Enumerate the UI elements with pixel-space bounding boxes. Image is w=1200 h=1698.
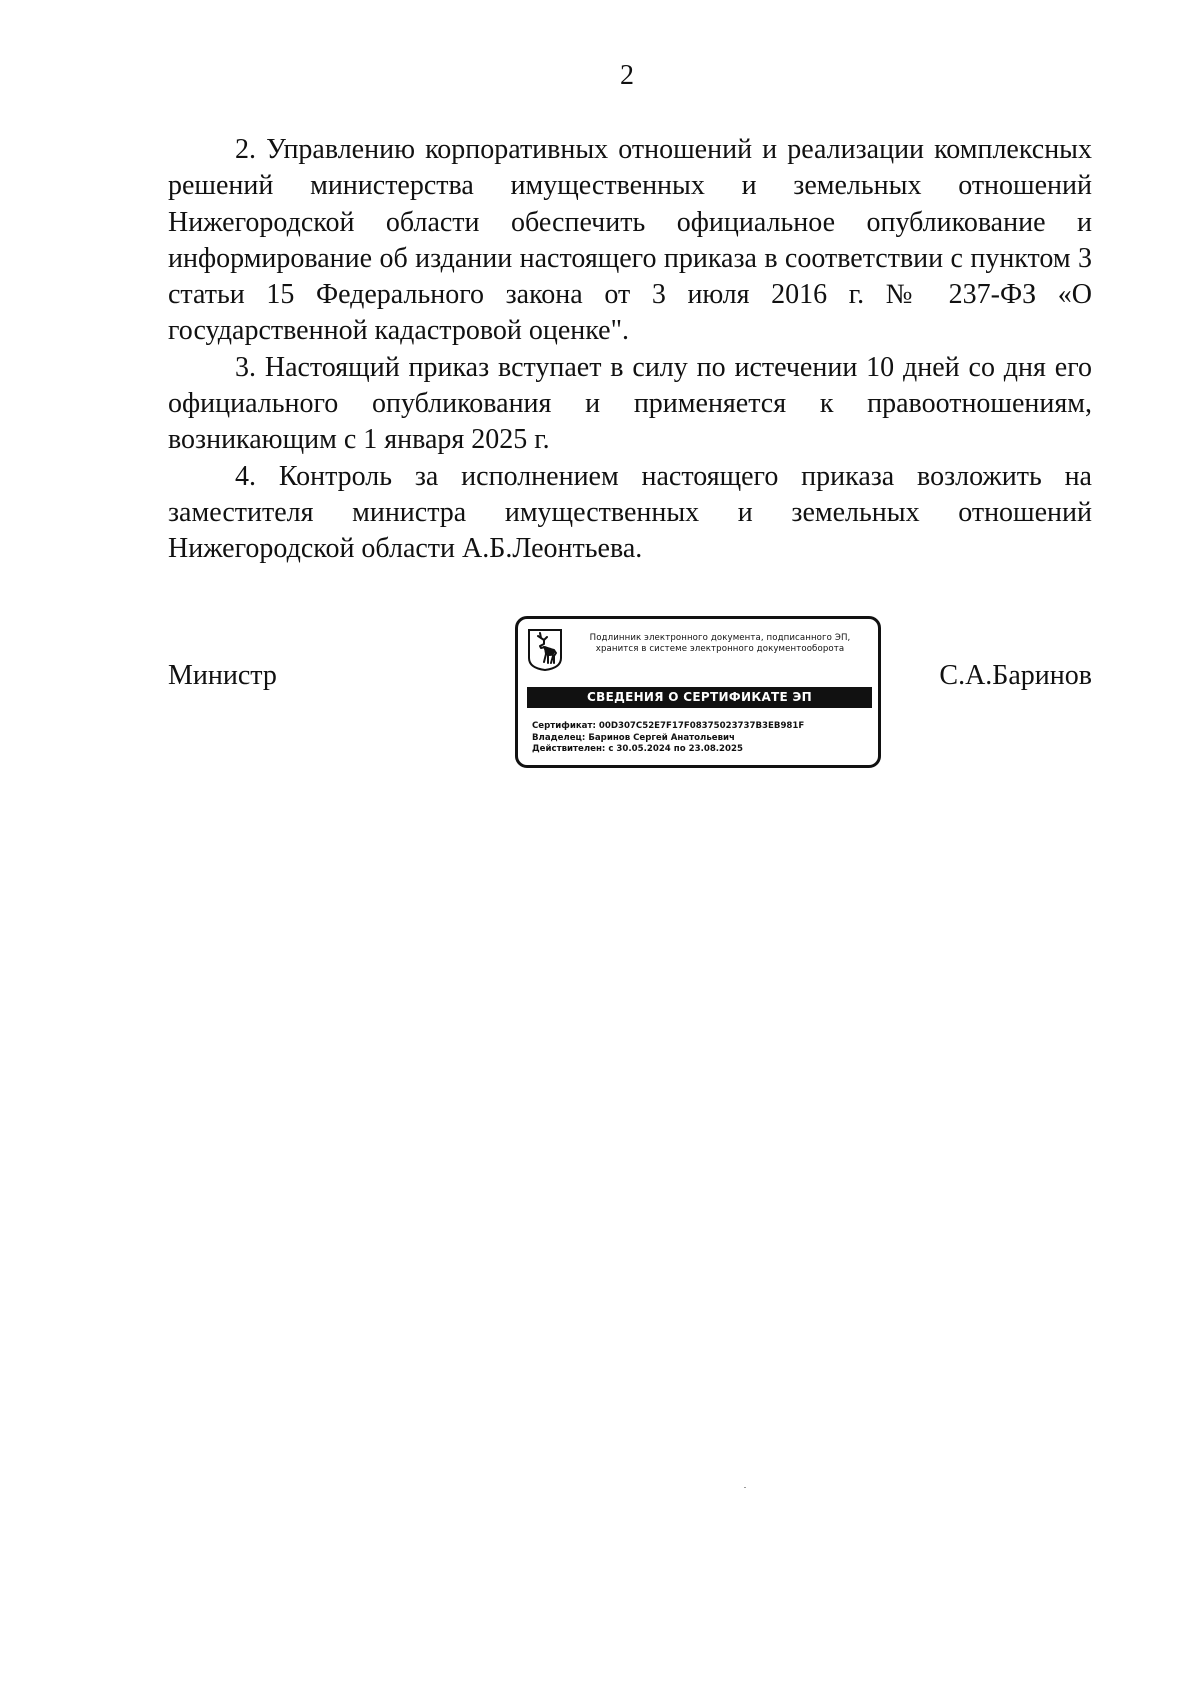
certificate-validity: Действителен: с 30.05.2024 по 23.08.2025: [532, 744, 743, 754]
stamp-header: СВЕДЕНИЯ О СЕРТИФИКАТЕ ЭП: [527, 687, 872, 708]
signer-position: Министр: [168, 660, 277, 691]
deer-emblem-icon: [527, 628, 563, 672]
paragraph-4: 4. Контроль за исполнением настоящего приказа возложить на заместителя министра имущественных и земельных отношений Нижегородской области А.Б.Леонтьева.: [168, 460, 1092, 565]
stamp-note-line: Подлинник электронного документа, подписанного ЭП,: [589, 633, 851, 643]
signature-block: [168, 616, 1092, 776]
certificate-number: Сертификат: 00D307C52E7F17F08375023737B3EB981F: [532, 721, 805, 731]
certificate-owner: Владелец: Баринов Сергей Анатольевич: [532, 732, 735, 743]
stamp-note-line: хранится в системе электронного документооборота: [595, 644, 845, 654]
paragraph-2: 2. Управлению корпоративных отношений и реализации комплексных решений министерства имущественных и земельных отношений Нижегородской области обеспечить официальное опубликование и информирование об издании настоящего приказа в соответствии с пунктом 3 статьи 15 Федерального закона от 3 июля 2016 г. № 237-ФЗ «О государственной кадастровой оценке".: [168, 134, 1092, 347]
page-number: 2: [620, 60, 634, 91]
e-signature-stamp: [515, 616, 881, 768]
document-body: [168, 132, 1092, 568]
scan-artifact: [744, 1487, 746, 1488]
signer-name: С.А.Баринов: [939, 660, 1092, 691]
stamp-note: [566, 633, 874, 655]
paragraph-3: 3. Настоящий приказ вступает в силу по истечении 10 дней со дня его официального опубликования и применяется к правоотношениям, возникающим с 1 января 2025 г.: [168, 351, 1092, 456]
certificate-details: [532, 721, 804, 756]
